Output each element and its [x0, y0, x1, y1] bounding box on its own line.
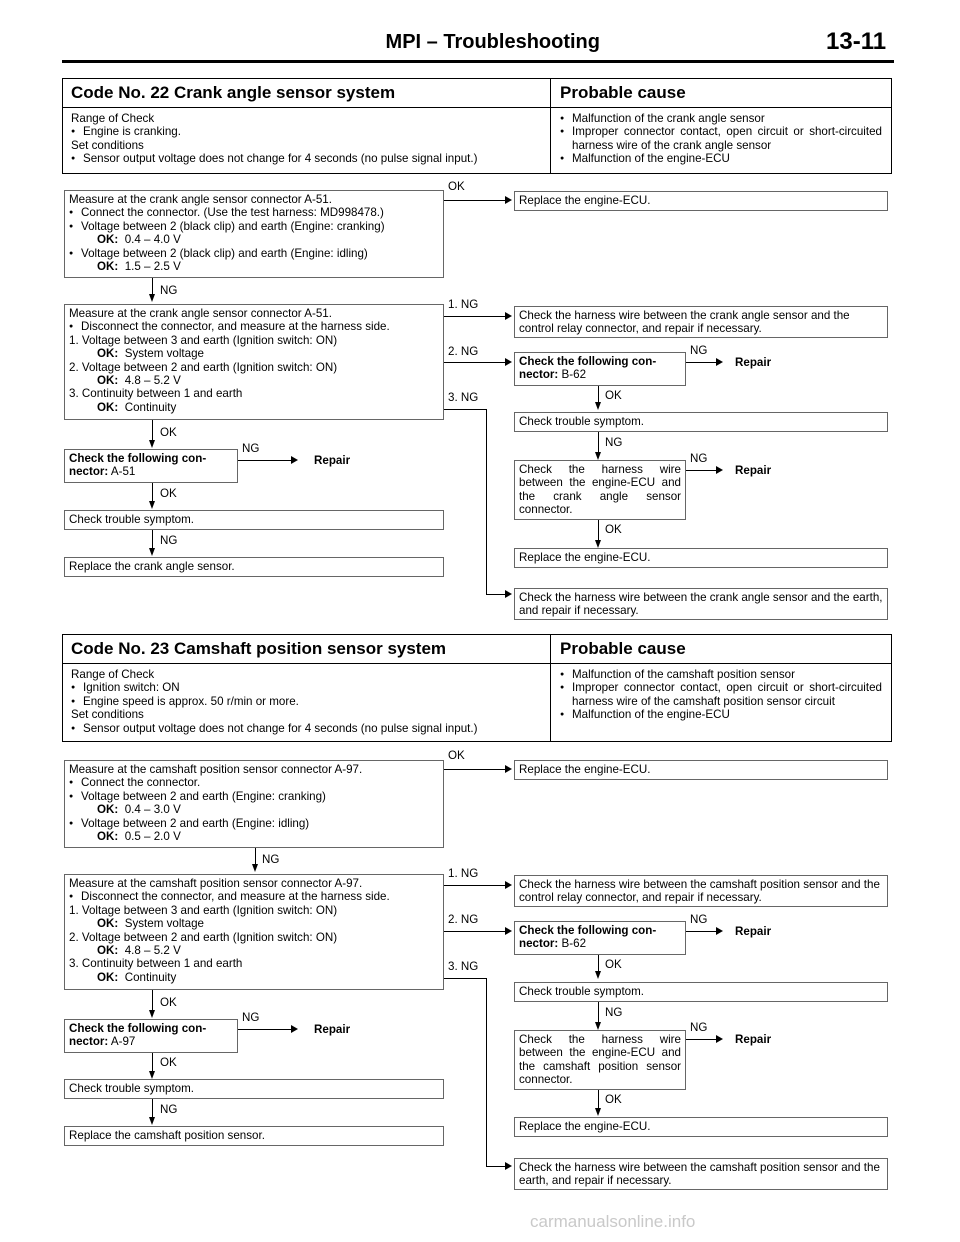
f22-measure1-box: [64, 190, 444, 278]
connector-line: [444, 362, 506, 363]
step-item: 3. Continuity between 1 and earth: [69, 387, 243, 401]
code23-conditions: [71, 668, 546, 735]
f22-replace-ecu-box: [514, 191, 888, 211]
ok-label: OK:: [97, 347, 119, 361]
flow-label: OK: [448, 749, 465, 762]
step-text: Replace the engine-ECU.: [519, 551, 651, 564]
flow-label: 2. NG: [448, 913, 479, 926]
flow-label: OK: [160, 487, 177, 500]
step-text: Check the harness wire between the crank angle sensor and the earth, and repair if necessary.: [519, 591, 883, 618]
flow-label: OK: [448, 180, 465, 193]
code23-divider: [550, 635, 551, 741]
step-text: Check the harness wire between the crank angle sensor and the control relay connector, and repair if necessary.: [519, 309, 850, 336]
flow-label: 3. NG: [448, 960, 479, 973]
step-text: Check the following con-nector:: [69, 452, 207, 479]
arrow-down-icon: [149, 1117, 155, 1125]
step-text: Check the following con-nector:: [519, 355, 657, 382]
ok-label: OK:: [97, 917, 119, 931]
code23-header-row: [63, 635, 891, 664]
ok-value: 0.4 – 3.0 V: [124, 803, 181, 817]
step-text: Replace the engine-ECU.: [519, 1120, 651, 1133]
f22-measure2-box: [64, 304, 444, 420]
connector-line: [686, 470, 718, 471]
code22-header-row: [63, 79, 891, 108]
arrow-right-icon: [505, 927, 512, 935]
repair-label: Repair: [314, 1023, 351, 1036]
f22-harness-earth-box: [514, 588, 888, 620]
set-label: Set conditions: [71, 708, 144, 722]
arrow-right-icon: [716, 927, 723, 935]
step-text: Replace the engine-ECU.: [519, 194, 651, 207]
connector-id: A-51: [110, 465, 136, 479]
step-text: Replace the crank angle sensor.: [69, 560, 235, 573]
ok-value: Continuity: [124, 400, 177, 414]
f23-replace-sensor-box: [64, 1126, 444, 1146]
connector-line: [486, 594, 506, 595]
step-title: Measure at the crank angle sensor connector A-51.: [69, 307, 332, 320]
connector-id: B-62: [561, 937, 587, 951]
ok-label: OK:: [97, 400, 119, 414]
step-bullet: ● Disconnect the connector, and measure at the harness side.: [69, 320, 439, 333]
connector-line: [598, 1090, 599, 1108]
flow-label: OK: [605, 523, 622, 536]
step-text: Check the following con-nector:: [519, 924, 657, 951]
connector-line: [444, 978, 486, 979]
f23-replace-ecu2-box: [514, 1117, 888, 1137]
connector-line: [152, 1053, 153, 1071]
connector-line: [444, 769, 506, 770]
step-title: Measure at the crank angle sensor connector A-51.: [69, 193, 332, 206]
arrow-down-icon: [149, 1071, 155, 1079]
code23-table: [62, 634, 892, 742]
arrow-down-icon: [149, 440, 155, 448]
connector-line: [152, 530, 153, 548]
f22-trouble-left-box: [64, 510, 444, 530]
arrow-down-icon: [149, 501, 155, 509]
connector-line: [686, 1039, 718, 1040]
arrow-down-icon: [149, 548, 155, 556]
code23-causes: [560, 668, 882, 722]
repair-label: Repair: [735, 1033, 772, 1046]
flow-label: OK: [605, 1093, 622, 1106]
arrow-right-icon: [505, 590, 512, 598]
arrow-down-icon: [252, 864, 258, 872]
flow-label: NG: [605, 436, 623, 449]
repair-label: Repair: [735, 925, 772, 938]
f22-conn-b62-box: [514, 352, 686, 386]
flow-label: NG: [242, 442, 260, 455]
step-title: Measure at the camshaft position sensor connector A-97.: [69, 877, 363, 890]
repair-label: Repair: [735, 356, 772, 369]
ok-label: OK:: [97, 233, 119, 247]
arrow-down-icon: [149, 294, 155, 302]
ok-value: Continuity: [124, 970, 177, 984]
flow-label: NG: [242, 1011, 260, 1024]
cause-item: ● Malfunction of the engine-ECU: [560, 152, 882, 165]
step-text: Check the following con-nector:: [69, 1022, 207, 1049]
set-item: ● Sensor output voltage does not change for 4 seconds (no pulse signal input.): [71, 152, 546, 165]
arrow-right-icon: [505, 1162, 512, 1170]
arrow-right-icon: [505, 196, 512, 204]
connector-line: [598, 520, 599, 540]
code22-divider: [550, 79, 551, 173]
flow-label: NG: [160, 284, 178, 297]
range-label: Range of Check: [71, 668, 155, 681]
code22-title: Code No. 22 Crank angle sensor system: [71, 83, 396, 102]
step-text: Check the harness wire between the engine-ECU and the camshaft position sensor connector.: [519, 1033, 681, 1087]
header-rule: [62, 60, 894, 63]
connector-id: A-97: [110, 1035, 136, 1049]
cause-item: ● Malfunction of the crank angle sensor: [560, 112, 882, 125]
ok-label: OK:: [97, 944, 119, 958]
connector-line: [152, 990, 153, 1010]
connector-line: [598, 1002, 599, 1022]
flow-label: NG: [160, 1103, 178, 1116]
connector-line: [486, 409, 487, 594]
flow-label: OK: [605, 389, 622, 402]
step-bullet: ● Voltage between 2 and earth (Engine: idling): [69, 817, 439, 830]
connector-id: B-62: [561, 368, 587, 382]
repair-label: Repair: [314, 454, 351, 467]
step-bullet: ● Voltage between 2 (black clip) and earth (Engine: cranking): [69, 220, 439, 233]
step-bullet: ● Voltage between 2 (black clip) and earth (Engine: idling): [69, 247, 439, 260]
cause-item: ● Malfunction of the camshaft position sensor: [560, 668, 882, 681]
arrow-down-icon: [595, 540, 601, 548]
step-text: Check the harness wire between the engine-ECU and the crank angle sensor connector.: [519, 463, 681, 517]
ok-value: 0.4 – 4.0 V: [124, 233, 181, 247]
step-text: Check trouble symptom.: [519, 985, 645, 998]
ok-value: 4.8 – 5.2 V: [124, 944, 181, 958]
range-item: ● Ignition switch: ON: [71, 681, 546, 694]
watermark: carmanualsonline.info: [530, 1212, 696, 1231]
code22-conditions: [71, 112, 546, 166]
arrow-down-icon: [595, 452, 601, 460]
connector-line: [598, 955, 599, 971]
range-item: ● Engine is cranking.: [71, 125, 546, 138]
flow-label: OK: [160, 996, 177, 1009]
connector-line: [238, 1029, 292, 1030]
connector-line: [686, 931, 718, 932]
step-item: 3. Continuity between 1 and earth: [69, 957, 243, 971]
connector-line: [152, 278, 153, 294]
ok-label: OK:: [97, 374, 119, 388]
f23-measure2-box: [64, 874, 444, 990]
step-bullet: ● Disconnect the connector, and measure at the harness side.: [69, 890, 439, 903]
set-label: Set conditions: [71, 138, 144, 152]
flow-label: NG: [690, 1021, 708, 1034]
arrow-right-icon: [291, 456, 298, 464]
step-item: 2. Voltage between 2 and earth (Ignition switch: ON): [69, 930, 338, 944]
f23-measure1-box: [64, 760, 444, 848]
arrow-right-icon: [505, 765, 512, 773]
code23-cause-title: Probable cause: [560, 639, 686, 658]
flow-label: NG: [690, 452, 708, 465]
connector-line: [152, 483, 153, 501]
ok-label: OK:: [97, 970, 119, 984]
cause-item: ● Improper connector contact, open circuit or short-circuited harness wire of the camshaft position sensor circuit: [560, 681, 882, 708]
flow-label: NG: [262, 853, 280, 866]
step-text: Check the harness wire between the camshaft position sensor and the earth, and repair if necessary.: [519, 1161, 880, 1188]
flow-label: 1. NG: [448, 867, 479, 880]
flow-label: 2. NG: [448, 345, 479, 358]
ok-value: 1.5 – 2.5 V: [124, 260, 181, 274]
connector-line: [486, 978, 487, 1166]
f23-trouble-left-box: [64, 1079, 444, 1099]
connector-line: [444, 409, 486, 410]
arrow-down-icon: [595, 1022, 601, 1030]
step-text: Check trouble symptom.: [69, 1082, 195, 1095]
connector-line: [598, 386, 599, 402]
code23-title: Code No. 23 Camshaft position sensor system: [71, 639, 447, 658]
step-bullet: ● Connect the connector.: [69, 776, 439, 789]
arrow-right-icon: [716, 358, 723, 366]
page-title: MPI – Troubleshooting: [385, 31, 600, 53]
connector-line: [444, 200, 506, 201]
step-bullet: ● Voltage between 2 and earth (Engine: cranking): [69, 790, 439, 803]
ok-value: System voltage: [124, 917, 204, 931]
f23-harness-earth-box: [514, 1158, 888, 1190]
flow-label: NG: [690, 344, 708, 357]
connector-line: [686, 362, 718, 363]
code22-cause-title: Probable cause: [560, 83, 686, 102]
step-text: Check trouble symptom.: [69, 513, 195, 526]
step-text: Replace the engine-ECU.: [519, 763, 651, 776]
f22-harness-ecu-box: [514, 460, 686, 520]
f23-conn-b62-box: [514, 921, 686, 955]
step-bullet: ● Connect the connector. (Use the test harness: MD998478.): [69, 206, 439, 219]
step-title: Measure at the camshaft position sensor connector A-97.: [69, 763, 363, 776]
f22-trouble-right-box: [514, 412, 888, 432]
ok-label: OK:: [97, 803, 119, 817]
arrow-down-icon: [149, 1010, 155, 1018]
flow-label: 3. NG: [448, 391, 479, 404]
arrow-down-icon: [595, 971, 601, 979]
step-text: Check trouble symptom.: [519, 415, 645, 428]
step-item: 2. Voltage between 2 and earth (Ignition switch: ON): [69, 360, 338, 374]
step-text: Check the harness wire between the camshaft position sensor and the control relay connector, and repair if necessary.: [519, 878, 880, 905]
f23-harness-ecu-box: [514, 1030, 686, 1090]
ok-label: OK:: [97, 830, 119, 844]
page-number: 13-11: [826, 28, 887, 55]
f22-replace-ecu2-box: [514, 548, 888, 568]
flow-label: NG: [605, 1006, 623, 1019]
range-label: Range of Check: [71, 112, 155, 125]
ok-value: System voltage: [124, 347, 204, 361]
connector-line: [444, 316, 506, 317]
ok-value: 4.8 – 5.2 V: [124, 374, 181, 388]
f23-harness-relay-box: [514, 875, 888, 907]
flow-label: NG: [160, 534, 178, 547]
code22-causes: [560, 112, 882, 166]
flow-label: NG: [690, 913, 708, 926]
arrow-right-icon: [505, 881, 512, 889]
arrow-right-icon: [716, 1035, 723, 1043]
repair-label: Repair: [735, 464, 772, 477]
flow-label: OK: [605, 958, 622, 971]
f22-harness-relay-box: [514, 306, 888, 338]
cause-item: ● Improper connector contact, open circuit or short-circuited harness wire of the crank angle sensor: [560, 125, 882, 152]
connector-line: [152, 1099, 153, 1117]
f23-trouble-right-box: [514, 982, 888, 1002]
arrow-right-icon: [716, 466, 723, 474]
step-item: 1. Voltage between 3 and earth (Ignition switch: ON): [69, 903, 338, 917]
flow-label: OK: [160, 1056, 177, 1069]
arrow-right-icon: [291, 1025, 298, 1033]
step-text: Replace the camshaft position sensor.: [69, 1129, 265, 1142]
connector-line: [152, 420, 153, 440]
arrow-down-icon: [595, 1108, 601, 1116]
code22-table: [62, 78, 892, 174]
flow-label: OK: [160, 426, 177, 439]
f23-conn-a97-box: [64, 1019, 238, 1053]
f23-replace-ecu-box: [514, 760, 888, 780]
step-item: 1. Voltage between 3 and earth (Ignition switch: ON): [69, 333, 338, 347]
arrow-right-icon: [505, 312, 512, 320]
ok-label: OK:: [97, 260, 119, 274]
ok-value: 0.5 – 2.0 V: [124, 830, 181, 844]
arrow-right-icon: [505, 358, 512, 366]
f22-conn-a51-box: [64, 449, 238, 483]
f22-replace-sensor-box: [64, 557, 444, 577]
set-item: ● Sensor output voltage does not change for 4 seconds (no pulse signal input.): [71, 722, 546, 735]
connector-line: [598, 432, 599, 452]
arrow-down-icon: [595, 402, 601, 410]
range-item: ● Engine speed is approx. 50 r/min or more.: [71, 695, 546, 708]
connector-line: [444, 931, 506, 932]
flow-label: 1. NG: [448, 298, 479, 311]
cause-item: ● Malfunction of the engine-ECU: [560, 708, 882, 721]
connector-line: [255, 848, 256, 864]
connector-line: [486, 1166, 506, 1167]
connector-line: [238, 460, 292, 461]
connector-line: [444, 885, 506, 886]
